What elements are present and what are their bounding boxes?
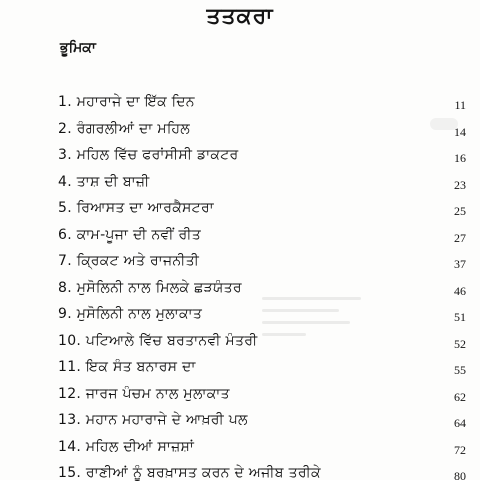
toc-entry-title: 12. ਜਾਰਜ ਪੰਚਮ ਨਾਲ ਮੁਲਾਕਾਤ — [58, 386, 230, 402]
toc-entry-page: 11 — [454, 98, 466, 112]
toc-entry-title: 10. ਪਟਿਆਲੇ ਵਿੱਚ ਬਰਤਾਨਵੀ ਮੰਤਰੀ — [58, 333, 258, 349]
toc-entry-title: 15. ਰਾਣੀਆਂ ਨੂੰ ਬਰਖ਼ਾਸਤ ਕਰਨ ਦੇ ਅਜੀਬ ਤਰੀਕੇ — [58, 465, 321, 481]
toc-entry-title: 3. ਮਹਿਲ ਵਿੱਚ ਫਰਾਂਸੀਸੀ ਡਾਕਟਰ — [58, 147, 239, 163]
toc-entry-page: 25 — [454, 204, 466, 218]
toc-entry-page: 80 — [454, 469, 466, 483]
toc-entry-title: 8. ਮੁਸੋਲਿਨੀ ਨਾਲ ਮਿਲਕੇ ਛੜਯੰਤਰ — [58, 280, 242, 296]
toc-entry — [58, 174, 466, 194]
toc-entry-title: 14. ਮਹਿਲ ਦੀਆਂ ਸਾਜ਼ਸ਼ਾਂ — [58, 439, 195, 455]
toc-entry — [58, 147, 466, 167]
toc-entry-title: 9. ਮੁਸੋਲਿਨੀ ਨਾਲ ਮੁਲਾਕਾਤ — [58, 306, 203, 322]
toc-entry-title: 13. ਮਹਾਨ ਮਹਾਰਾਜੇ ਦੇ ਆਖ਼ਰੀ ਪਲ — [58, 412, 248, 428]
toc-entry — [58, 306, 466, 326]
toc-entry — [58, 200, 466, 220]
toc-entry-title: 6. ਕਾਮ-ਪੂਜਾ ਦੀ ਨਵੀਂ ਰੀਤ — [58, 227, 202, 243]
toc-entry-page: 55 — [454, 363, 466, 377]
toc-entry-title: 1. ਮਹਾਰਾਜੇ ਦਾ ਇੱਕ ਦਿਨ — [58, 94, 195, 110]
page-title: ਤਤਕਰਾ — [206, 4, 274, 29]
toc-entry-title: 5. ਰਿਆਸਤ ਦਾ ਆਰਕੈਸਟਰਾ — [58, 200, 214, 216]
toc-entry-title: 7. ਕ੍ਰਿਕਟ ਅਤੇ ਰਾਜਨੀਤੀ — [58, 253, 200, 269]
toc-entry — [58, 465, 466, 485]
toc-entry-page: 72 — [454, 443, 466, 457]
toc-entry-page: 37 — [454, 257, 466, 271]
toc-entry-page: 27 — [454, 231, 466, 245]
toc-entry — [58, 439, 466, 459]
toc-entry — [58, 280, 466, 300]
toc-entry — [58, 359, 466, 379]
toc-entry-page: 52 — [454, 337, 466, 351]
toc-entry — [58, 386, 466, 406]
toc-entry — [58, 94, 466, 114]
toc-entry-page: 46 — [454, 284, 466, 298]
toc-entry-title: 11. ਇਕ ਸੰਤ ਬਨਾਰਸ ਦਾ — [58, 359, 196, 375]
toc-entry-page: 14 — [454, 125, 466, 139]
toc-entry-page: 64 — [454, 416, 466, 430]
intro-heading: ਭੂਮਿਕਾ — [60, 40, 96, 56]
toc-entry-page: 16 — [454, 151, 466, 165]
toc-entry — [58, 227, 466, 247]
toc-entry — [58, 333, 466, 353]
toc-entry-page: 62 — [454, 390, 466, 404]
toc-entry-title: 4. ਤਾਸ਼ ਦੀ ਬਾਜ਼ੀ — [58, 174, 150, 190]
toc-entry-page: 51 — [454, 310, 466, 324]
toc-entry-page: 23 — [454, 178, 466, 192]
toc-entry — [58, 253, 466, 273]
toc-entry — [58, 121, 466, 141]
toc-entry-title: 2. ਰੰਗਰਲੀਆਂ ਦਾ ਮਹਿਲ — [58, 121, 191, 137]
toc-entry — [58, 412, 466, 432]
